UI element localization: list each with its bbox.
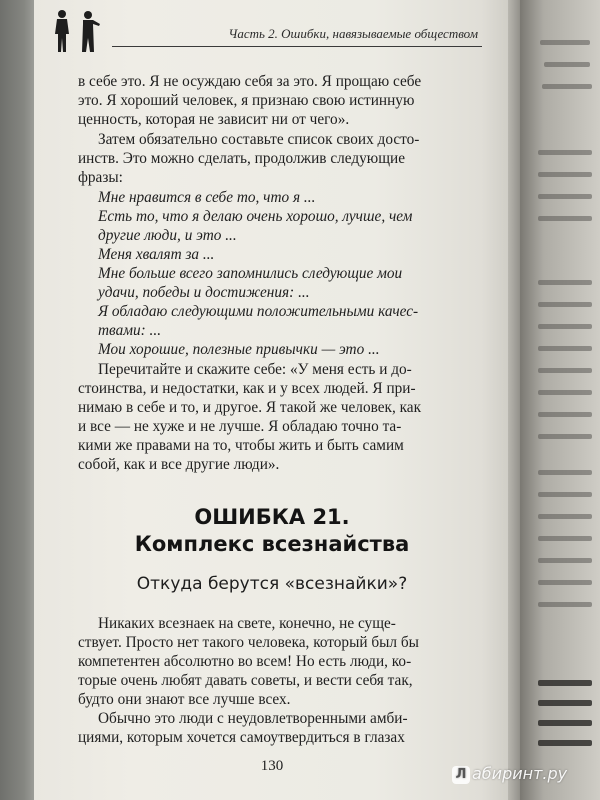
desk-background: [0, 0, 34, 800]
page-number: 130: [260, 758, 284, 774]
phrase-line: Меня хвалят за ...: [98, 246, 215, 263]
phrase-line: Есть то, что я делаю очень хорошо, лучше, чем: [98, 208, 413, 225]
text-line: собой, как и все другие люди».: [78, 456, 280, 473]
text-line: Перечитайте и скажите себе: «У меня есть и до-: [98, 361, 412, 378]
paragraph-4: [78, 614, 466, 709]
paragraph-1: [78, 72, 466, 129]
text-line: это. Я хороший человек, я признаю свою истинную: [78, 92, 415, 109]
text-line: и все — не хуже и не лучше. Я обладаю точно та-: [78, 418, 402, 435]
subheading: Откуда берутся «всезнайки»?: [136, 574, 408, 594]
text-line: Затем обязательно составьте список своих досто-: [98, 131, 420, 148]
labirint-logo-icon: Л: [452, 766, 470, 784]
text-line: торые очень любят давать советы, и вести себя так,: [78, 672, 413, 689]
text-line: Обычно это люди с неудовлетворенными амби-: [98, 710, 408, 727]
labirint-watermark: [452, 764, 596, 788]
paragraph-2: [78, 130, 466, 187]
figures-icon: [48, 8, 108, 54]
facing-page: [520, 0, 600, 800]
phrase-line: другие люди, и это ...: [98, 227, 237, 244]
text-line: стоинства, и недостатки, как и у всех людей. Я при-: [78, 380, 416, 397]
text-line: Никаких всезнаек на свете, конечно, не суще-: [98, 615, 396, 632]
text-line: ствует. Просто нет такого человека, который был бы: [78, 634, 419, 651]
phrase-line: Мне нравится в себе то, что я ...: [98, 189, 316, 206]
text-line: будто они знают все лучше всех.: [78, 691, 291, 708]
phrase-line: твами: ...: [98, 322, 162, 339]
text-line: нимаю в себе и то, и другое. Я такой же человек, как: [78, 399, 422, 416]
phrase-line: Я обладаю следующими положительными качес-: [98, 303, 419, 320]
text-line: компетентен абсолютно во всем! Но есть люди, ко-: [78, 653, 412, 670]
watermark-text: абиринт.ру: [472, 764, 568, 783]
paragraph-5: [78, 709, 466, 747]
running-header: Часть 2. Ошибки, навязываемые обществом: [228, 26, 478, 41]
paragraph-3: [78, 360, 466, 474]
phrase-line: Мои хорошие, полезные привычки — это ...: [98, 341, 380, 358]
section-title: Комплекс всезнайства: [134, 532, 410, 556]
text-line: циями, которым хочется самоутвердиться в глазах: [78, 729, 405, 746]
header-rule: [112, 46, 482, 47]
text-line: фразы:: [78, 169, 123, 186]
phrase-line: Мне больше всего запомнились следующие мои: [98, 265, 403, 282]
phrase-list: [98, 188, 478, 359]
text-line: кими же правами на то, чтобы жить и быть самим: [78, 437, 404, 454]
text-line: инств. Это можно сделать, продолжив следующие: [78, 150, 405, 167]
text-line: ценность, которая не зависит ни от чего».: [78, 111, 350, 128]
text-line: в себе это. Я не осуждаю себя за это. Я прощаю себе: [78, 73, 422, 90]
section-number: ОШИБКА 21.: [194, 505, 350, 529]
phrase-line: удачи, победы и достижения: ...: [98, 284, 310, 301]
